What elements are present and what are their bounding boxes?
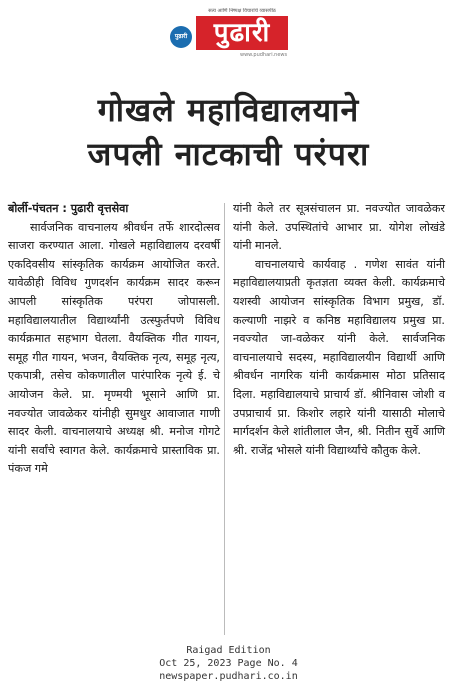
dateline: बोर्ली-पंचतन : पुढारी वृत्तसेवा [8,202,129,215]
logo-url: www.pudhari.news [240,52,288,58]
logo-wordmark: पुढारी [196,16,288,50]
pudhari-logo [170,8,290,58]
footer-url: newspaper.pudhari.co.in [159,671,298,682]
column-divider [224,203,225,635]
masthead [0,0,457,72]
page-footer [0,644,457,683]
article-paragraph: वाचनालयाचे कार्यवाह . गणेश सावंत यांनी महाविद्यालयाप्रती कृतज्ञता व्यक्त केली. कार्यक्रमाचे यशस्वी आयोजन सांस्कृतिक विभाग प्रमुख, डॉ. कल्याणी नाझरे व कनिष्ठ महाविद्यालय प्रमुख प्रा. नवज्योत जा-वळेकर यांनी केले. सार्वजनिक वाचनालयाचे सदस्य, महाविद्यालयीन विद्यार्थी आणि श्रीवर्धन नागरिक यांनी कार्यक्रमास मोठा प्रतिसाद दिला. महाविद्यालयाचे प्राचार्य डॉ. श्रीनिवास जोशी व उपप्राचार्य प्रा. किशोर लहारे यांनी यासाठी मोलाचे मार्गदर्शन केले शांतीलाल जैन, श्री. नितीन सुर्वे आणि श्री. राजेंद्र भोसले यांनी विद्यार्थ्यांचे कौतुक केले. [233,257,445,457]
article-paragraph: यांनी केले तर सूत्रसंचालन प्रा. नवज्योत जावळेकर यांनी केले. उपस्थितांचे आभार प्रा. योगेश लोखंडे यांनी मानले. [233,202,445,253]
footer-date-page: Oct 25, 2023 Page No. 4 [159,658,298,669]
logo-tagline: सत्य आणि निष्पक्ष विचारांचे व्यासपीठ [208,8,276,14]
article-column-right [233,200,445,460]
headline-line-2: जपली नाटकाची परंपरा [87,135,370,173]
article-paragraph: सार्वजनिक वाचनालय श्रीवर्धन तर्फे शारदोत्सव साजरा करण्यात आला. गोखले महाविद्यालय दरवर्षी एकदिवसीय सांस्कृतिक कार्यक्रम आयोजित करते. यावेळीही विविध गुणदर्शन कार्यक्रम सादर करून आपली सांस्कृतिक परंपरा जोपासली. महाविद्यालयातील विद्यार्थ्यांनी उत्स्फुर्तपणे विविध कार्यक्रमात सहभाग घेतला. वैयक्तिक गीत गायन, समूह गीत गायन, भजन, वैयक्तिक नृत्य, समूह नृत्य, एकपात्री, तसेच कोकणातील पारंपारिक नृत्ये ई. चे आयोजन केले. प्रा. मृण्मयी भूसाने आणि प्रा. नवज्योत जावळेकर यांनीही सुमधुर आवाजात गाणी सादर केली. वाचनालयाचे अध्यक्ष श्री. मनोज गोगटे यांनी सर्वांचे स्वागत केले. कार्यक्रमाचे प्रास्ताविक प्रा. पंकज गमे [8,220,220,476]
footer-edition: Raigad Edition [186,645,271,656]
logo-badge-icon: पुढारी [170,26,192,48]
article-column-left [8,200,220,479]
headline-line-1: गोखले महाविद्यालयाने [97,91,360,129]
article-headline [0,88,457,176]
